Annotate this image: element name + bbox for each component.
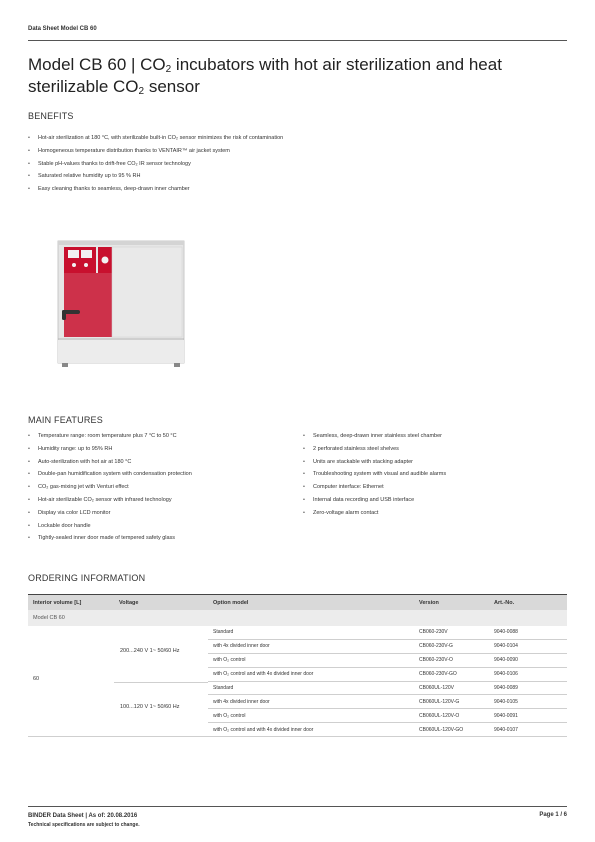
- version-cell: CB060UL-120V-G: [419, 698, 460, 705]
- option-cell: Standard: [213, 629, 234, 636]
- list-item: • Temperature range: room temperature plus 7 °C to 50 °C: [28, 430, 192, 443]
- list-item: • Zero-voltage alarm contact: [303, 507, 446, 520]
- list-item: • Hot-air sterilization at 180 °C, with sterilizable built-in CO₂ sensor minimizes the risk of contamination: [28, 132, 283, 145]
- art-no-cell: 9040-0104: [494, 643, 518, 650]
- list-item: • Auto-sterilization with hot air at 180 °C: [28, 456, 192, 469]
- volume-cell: 60: [33, 676, 40, 682]
- option-cell: with O₂ control and with 4x divided inner door: [213, 671, 314, 678]
- main-features-list-left: [28, 430, 192, 545]
- option-cell: with 4x divided inner door: [213, 698, 270, 705]
- option-cell: Standard: [213, 685, 234, 691]
- option-cell: with O₂ control: [213, 712, 246, 719]
- art-no-cell: 9040-0091: [494, 712, 518, 719]
- table-body: [28, 626, 567, 737]
- list-item: • Saturated relative humidity up to 95 % RH: [28, 170, 283, 183]
- list-item: • Stable pH-values thanks to drift-free CO₂ IR sensor technology: [28, 158, 283, 171]
- header-rule: [28, 40, 567, 41]
- version-cell: CB060UL-120V-O: [419, 712, 460, 719]
- option-cell: with 4x divided inner door: [213, 643, 270, 650]
- list-item: • Display via color LCD monitor: [28, 507, 192, 520]
- art-no-cell: 9040-0090: [494, 657, 518, 664]
- benefits-heading: BENEFITS: [28, 111, 74, 121]
- voltage-cell: 200...240 V 1~ 50/60 Hz: [120, 648, 180, 654]
- list-item: • Lockable door handle: [28, 520, 192, 533]
- benefits-list: [28, 132, 283, 196]
- option-cell: with O₂ control and with 4x divided inner door: [213, 726, 314, 733]
- art-no-cell: 9040-0107: [494, 726, 518, 733]
- list-item: • 2 perforated stainless steel shelves: [303, 443, 446, 456]
- main-features-list-right: [303, 430, 446, 520]
- column-header: Art.-No.: [494, 599, 515, 606]
- header-text: Data Sheet Model CB 60: [28, 26, 97, 32]
- page-title: Model CB 60 | $CO_2$ incubators with hot air sterilization and heat sterilizable $CO_2$ sensor: [28, 55, 502, 97]
- list-item: • Troubleshooting system with visual and audible alarms: [303, 468, 446, 481]
- table-header-row: [28, 594, 567, 610]
- column-header: Interior volume [L]: [33, 599, 82, 606]
- voltage-divider: [114, 682, 208, 683]
- version-cell: CB060-230V-O: [419, 657, 453, 664]
- footer-rule: [28, 806, 567, 807]
- list-item: • Homogeneous temperature distribution thanks to VENTAIR™ air jacket system: [28, 145, 283, 158]
- table-row: [208, 640, 567, 654]
- ordering-table: [28, 594, 567, 737]
- art-no-cell: 9040-0088: [494, 629, 518, 636]
- model-group-row: Model CB 60: [28, 610, 567, 626]
- version-cell: CB060-230V-G: [419, 643, 453, 650]
- ordering-heading: ORDERING INFORMATION: [28, 573, 146, 583]
- column-header: Voltage: [119, 599, 139, 606]
- list-item: • Easy cleaning thanks to seamless, deep-drawn inner chamber: [28, 183, 283, 196]
- list-item: • CO₂ gas-mixing jet with Venturi effect: [28, 481, 192, 494]
- version-cell: CB060-230V: [419, 629, 448, 636]
- version-cell: CB060UL-120V-GO: [419, 726, 464, 733]
- table-row: [208, 626, 567, 640]
- list-item: • Double-pan humidification system with condensation protection: [28, 468, 192, 481]
- table-row: [208, 682, 567, 696]
- list-item: • Seamless, deep-drawn inner stainless steel chamber: [303, 430, 446, 443]
- table-row: [208, 668, 567, 682]
- table-row: [208, 709, 567, 723]
- version-cell: CB060-230V-GO: [419, 671, 457, 678]
- page-number: Page 1 / 6: [539, 812, 567, 818]
- art-no-cell: 9040-0106: [494, 671, 518, 678]
- art-no-cell: 9040-0105: [494, 698, 518, 705]
- list-item: • Hot-air sterilizable CO₂ sensor with infrared technology: [28, 494, 192, 507]
- list-item: • Internal data recording and USB interface: [303, 494, 446, 507]
- art-no-cell: 9040-0089: [494, 685, 518, 691]
- option-cell: with O₂ control: [213, 657, 246, 664]
- list-item: • Tightly-sealed inner door made of tempered safety glass: [28, 532, 192, 545]
- table-row: [208, 654, 567, 668]
- voltage-cell: 100...120 V 1~ 50/60 Hz: [120, 704, 180, 710]
- footer-disclaimer: Technical specifications are subject to change.: [28, 822, 140, 828]
- list-item: • Computer interface: Ethernet: [303, 481, 446, 494]
- table-bottom-rule: [28, 736, 567, 737]
- main-features-heading: MAIN FEATURES: [28, 415, 103, 425]
- table-row: [208, 695, 567, 709]
- version-cell: CB060UL-120V: [419, 685, 455, 691]
- list-item: • Units are stackable with stacking adapter: [303, 456, 446, 469]
- footer-date: BINDER Data Sheet | As of: 20.08.2016: [28, 813, 138, 819]
- column-header: Option model: [213, 599, 249, 606]
- column-header: Version: [419, 599, 439, 606]
- list-item: • Humidity range: up to 95% RH: [28, 443, 192, 456]
- footer-info: [28, 812, 140, 830]
- product-image: [50, 235, 190, 385]
- option-rows: [208, 626, 567, 737]
